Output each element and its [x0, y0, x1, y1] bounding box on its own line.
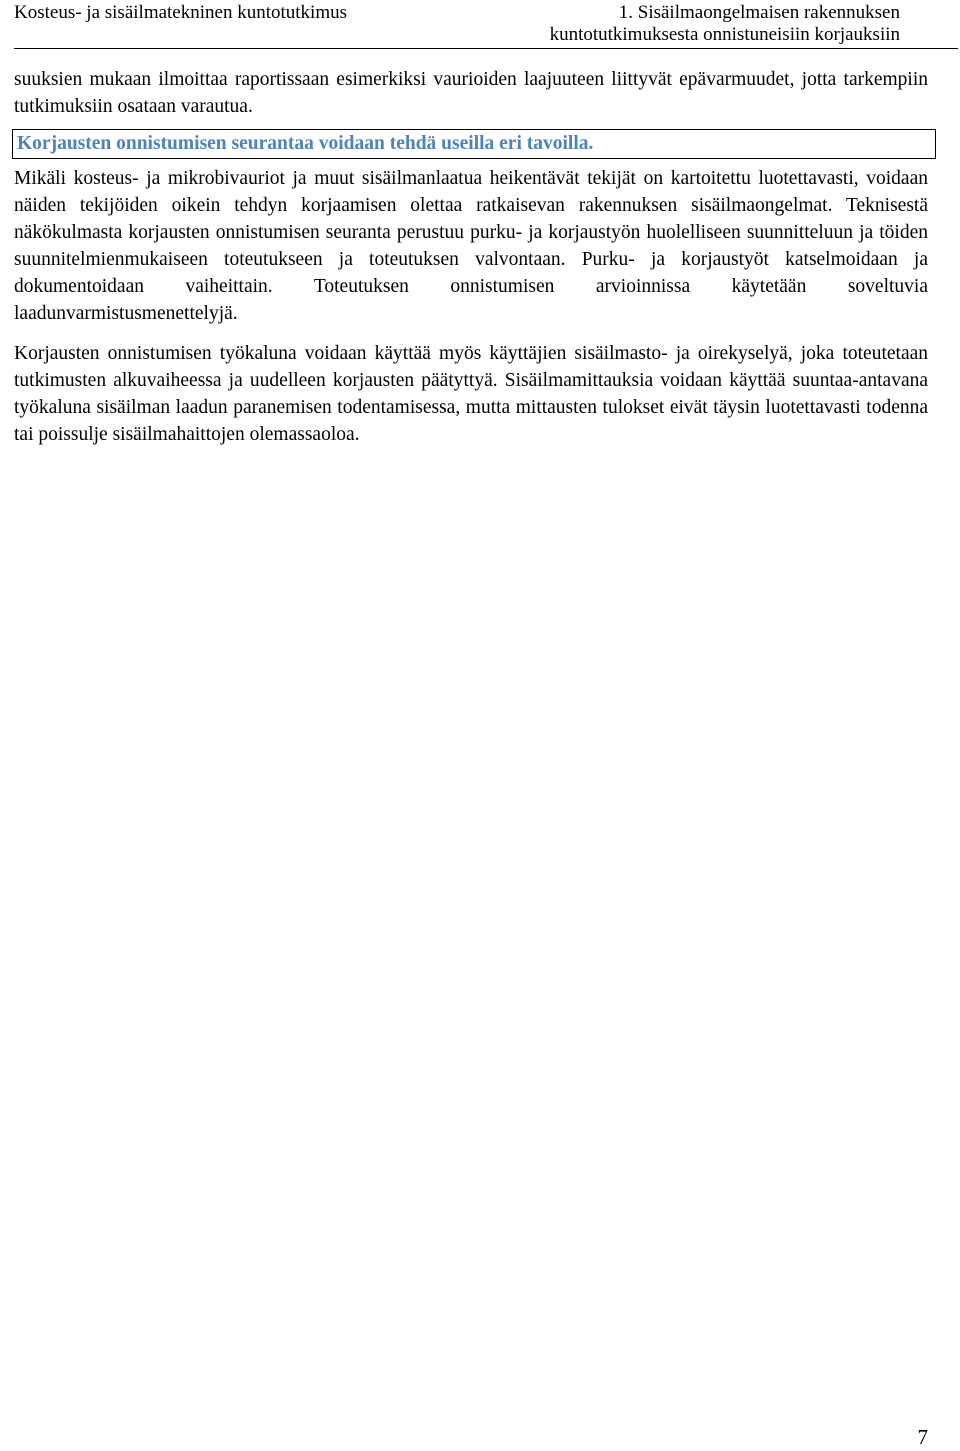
paragraph-2: Korjausten onnistumisen työkaluna voidaan käyttää myös käyttäjien sisäilmasto- ja oirekyselyä, joka toteutetaan tutkimusten alkuvaiheessa ja uudelleen korjausten päätyttyä. Sisäilmamittauksia voidaan käyttää suuntaa-antavana työkaluna sisäilman laadun paranemisen todentamisessa, mutta mittausten tulokset eivät täysin luotettavasti todenna tai poissulje sisäilmahaittojen olemassaoloa.: [14, 343, 928, 445]
page-header: [14, 0, 958, 49]
page-number: 7: [917, 1425, 928, 1449]
page-content: [14, 66, 928, 448]
paragraph-1: Mikäli kosteus- ja mikrobivauriot ja muut sisäilmanlaatua heikentävät tekijät on kartoitettu luotettavasti, voidaan näiden tekijöiden oikein tehdyn korjaamisen olettaa ratkaisevan rakennuksen sisäilmaongelmat. Teknisestä näkökulmasta korjausten onnistumisen seuranta perustuu purku- ja korjaustyön huolelliseen suunnitteluun ja töiden suunnitelmienmukaiseen toteutukseen ja toteutuksen valvontaan. Purku- ja korjaustyöt katselmoidaan ja dokumentoidaan vaiheittain. Toteutuksen onnistumisen arvioinnissa käytetään soveltuvia laadunvarmistusmenettelyjä.: [14, 168, 928, 324]
header-chapter-line-1: 1. Sisäilmaongelmaisen rakennuksen: [618, 2, 900, 23]
callout-text: Korjausten onnistumisen seurantaa voidaan tehdä useilla eri tavoilla.: [17, 133, 594, 154]
header-chapter-title: [550, 2, 900, 46]
callout-box: [12, 129, 936, 159]
header-chapter-line-2: kuntotutkimuksesta onnistuneisiin korjauksiin: [549, 24, 900, 45]
intro-paragraph: suuksien mukaan ilmoittaa raportissaan esimerkiksi vaurioiden laajuuteen liittyvät epävarmuudet, jotta tarkempiin tutkimuksiin osataan varautua.: [14, 69, 928, 117]
header-document-title: Kosteus- ja sisäilmatekninen kuntotutkimus: [14, 2, 347, 23]
